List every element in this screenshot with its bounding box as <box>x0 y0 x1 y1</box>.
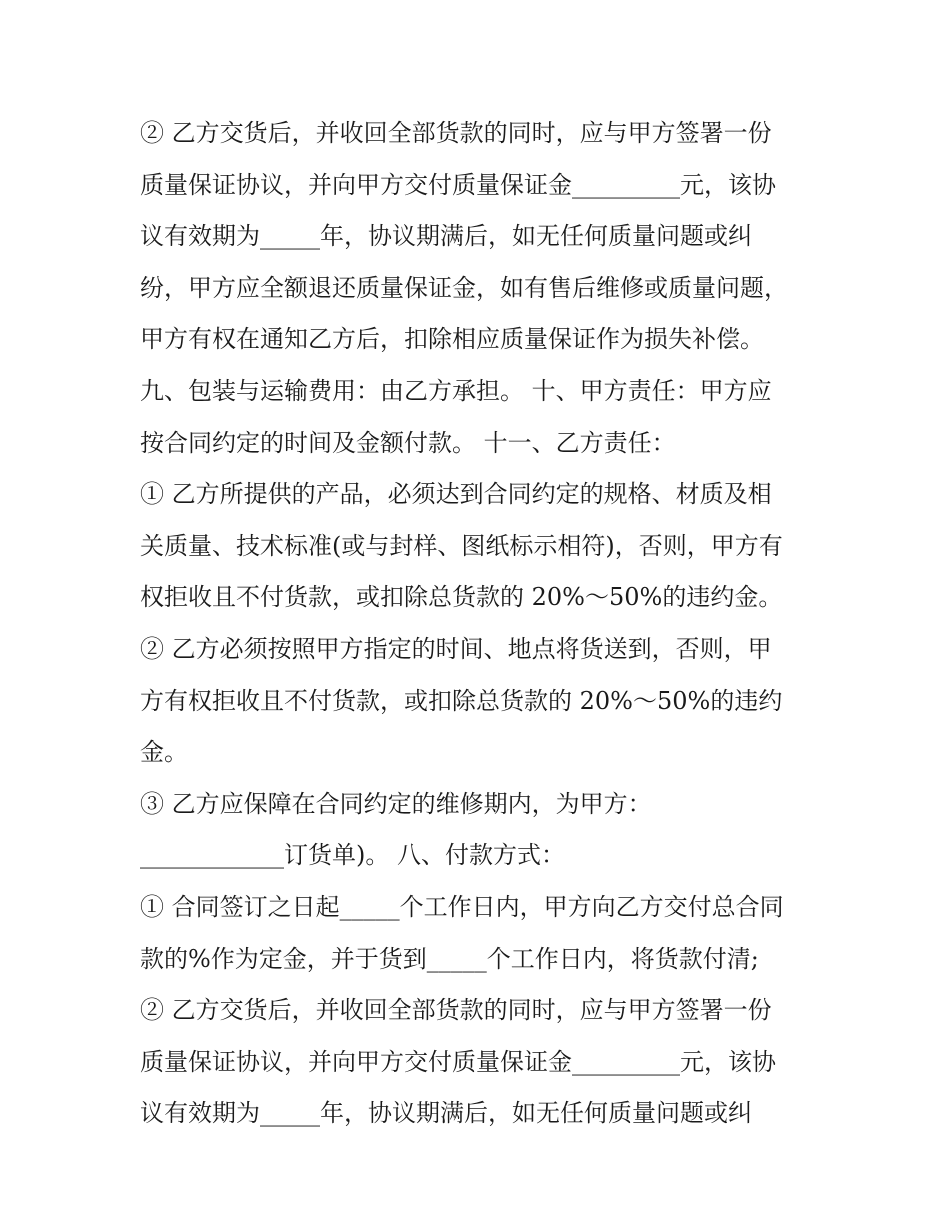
text-line: 权拒收且不付货款，或扣除总货款的 20%～50%的违约金。 <box>140 583 783 612</box>
text-line: ____________订货单)。 八、付款方式： <box>140 841 565 870</box>
text-line: 质量保证协议，并向甲方交付质量保证金_________元，该协 <box>140 170 776 199</box>
text-line: 纷，甲方应全额退还质量保证金，如有售后维修或质量问题， <box>140 273 788 302</box>
text-line: ① 合同签订之日起_____个工作日内，甲方向乙方交付总合同 <box>140 892 784 921</box>
text-line: 款的%作为定金，并于货到_____个工作日内，将货款付清; <box>140 944 759 973</box>
text-line: 议有效期为_____年，协议期满后，如无任何质量问题或纠 <box>140 1099 752 1128</box>
text-line: ③ 乙方应保障在合同约定的维修期内，为甲方： <box>140 789 652 818</box>
contract-text-body <box>140 108 820 1140</box>
text-line: 方有权拒收且不付货款，或扣除总货款的 20%～50%的违约 <box>140 686 783 715</box>
text-line: 关质量、技术标准(或与封样、图纸标示相符)，否则，甲方有 <box>140 531 783 560</box>
text-line: ① 乙方所提供的产品，必须达到合同约定的规格、材质及相 <box>140 480 772 509</box>
text-line: 按合同约定的时间及金额付款。 十一、乙方责任： <box>140 428 676 457</box>
text-line: 九、包装与运输费用：由乙方承担。 十、甲方责任：甲方应 <box>140 376 772 405</box>
text-line: ② 乙方必须按照甲方指定的时间、地点将货送到，否则，甲 <box>140 634 772 663</box>
text-line: 议有效期为_____年，协议期满后，如无任何质量问题或纠 <box>140 222 752 251</box>
text-line: ② 乙方交货后，并收回全部货款的同时，应与甲方签署一份 <box>140 996 772 1025</box>
text-line: ② 乙方交货后，并收回全部货款的同时，应与甲方签署一份 <box>140 119 772 147</box>
text-line: 甲方有权在通知乙方后，扣除相应质量保证作为损失补偿。 <box>140 325 764 354</box>
text-line: 金。 <box>140 738 188 767</box>
text-line: 质量保证协议，并向甲方交付质量保证金_________元，该协 <box>140 1047 776 1076</box>
